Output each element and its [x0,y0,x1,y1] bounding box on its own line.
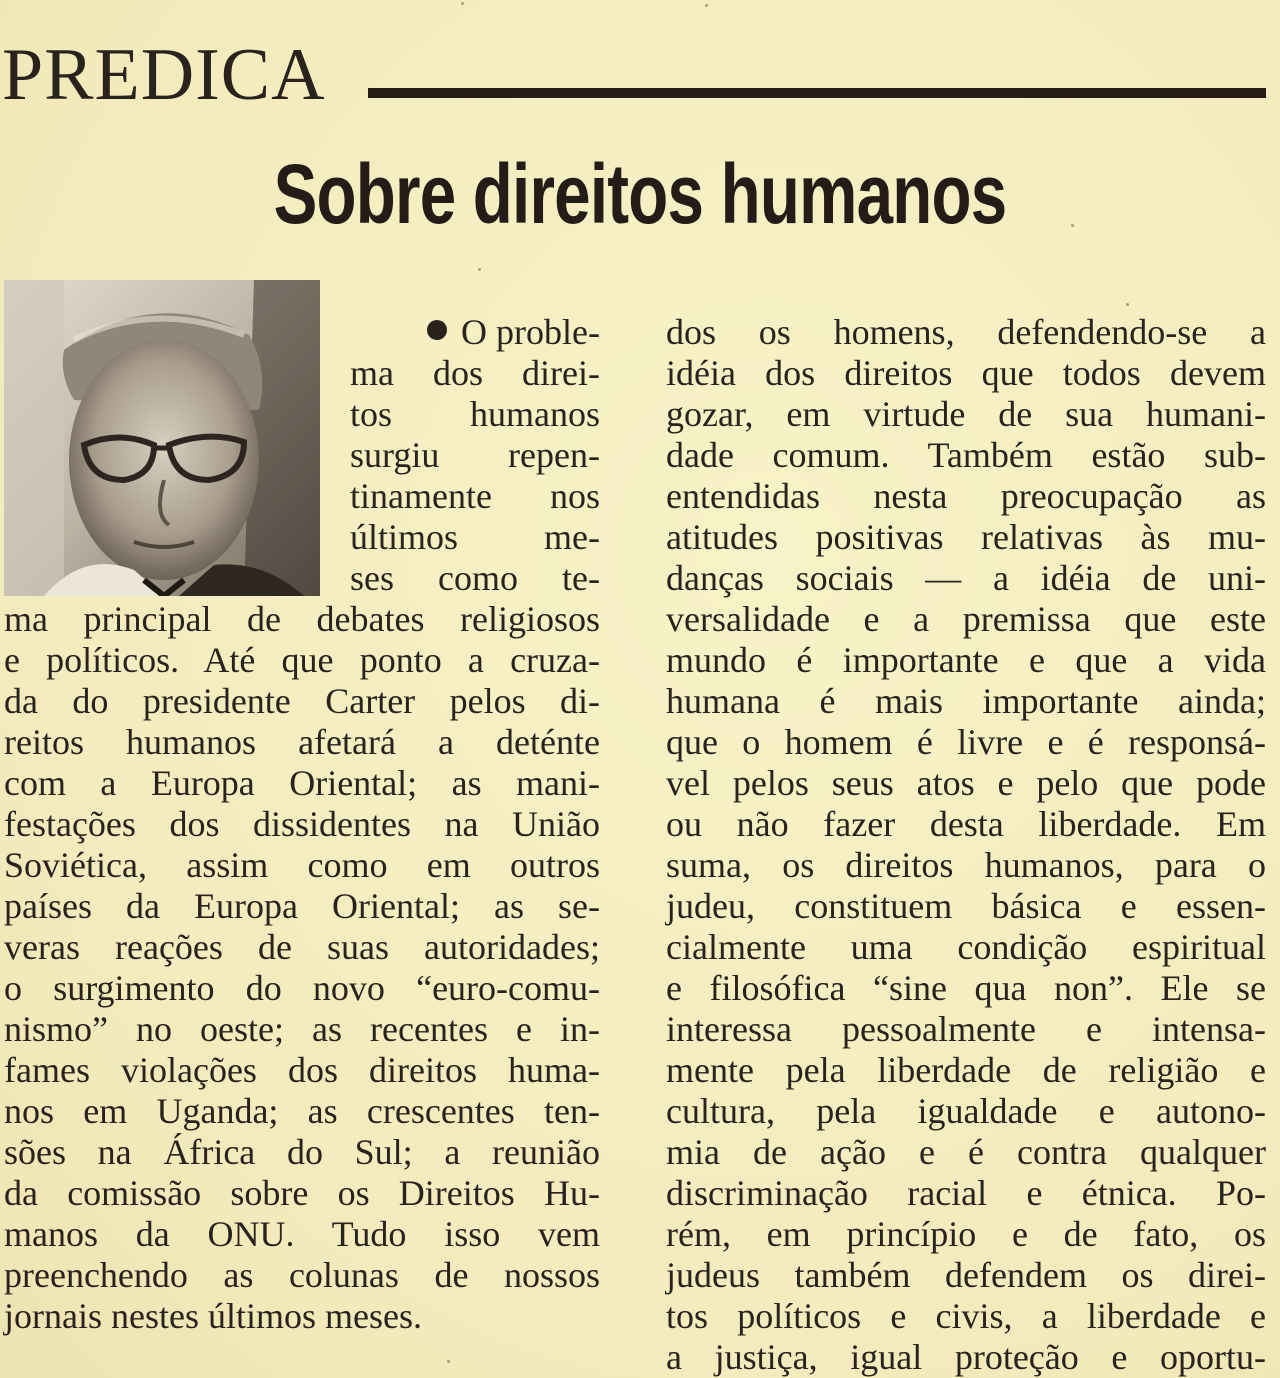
article-line: festações dos dissidentes na União [4,804,600,844]
article-line: sões na África do Sul; a reunião [4,1132,600,1172]
article-line: que o homem é livre e é responsá- [666,722,1266,762]
article-line: surgiu repen- [350,435,600,475]
article-line: cultura, pela igualdade e autono- [666,1091,1266,1131]
article-line: manos da ONU. Tudo isso vem [4,1214,600,1254]
bullet-icon [427,320,447,340]
section-label: PREDICA [2,34,326,116]
article-line: dos os homens, defendendo-se a [666,312,1266,352]
article-line: e políticos. Até que ponto a cruza- [4,640,600,680]
article-line: tos humanos [350,394,600,434]
article-line: O proble- [350,312,600,353]
article-line: nos em Uganda; as crescentes ten- [4,1091,600,1131]
article-line: o surgimento do novo “euro-comu- [4,968,600,1008]
article-line: discriminação racial e étnica. Po- [666,1173,1266,1213]
article-line: da comissão sobre os Direitos Hu- [4,1173,600,1213]
article-line: ma principal de debates religiosos [4,599,600,639]
article-line: rém, em princípio e de fato, os [666,1214,1266,1254]
section-rule [368,88,1266,98]
article-line: suma, os direitos humanos, para o [666,845,1266,885]
article-line: humana é mais importante ainda; [666,681,1266,721]
article-line: dade comum. Também estão sub- [666,435,1266,475]
article-line: idéia dos direitos que todos devem [666,353,1266,393]
article-line: gozar, em virtude de sua humani- [666,394,1266,434]
article-line: Soviética, assim como em outros [4,845,600,885]
article-line: danças sociais — a idéia de uni- [666,558,1266,598]
article-line: ma dos direi- [350,353,600,393]
article-line: preenchendo as colunas de nossos [4,1255,600,1295]
article-line: versalidade e a premissa que este [666,599,1266,639]
article-line: mundo é importante e que a vida [666,640,1266,680]
article-line: judeus também defendem os direi- [666,1255,1266,1295]
article-line: mente pela liberdade de religião e [666,1050,1266,1090]
headline: Sobre direitos humanos [273,147,1007,241]
article-line: e filosófica “sine qua non”. Ele se [666,968,1266,1008]
article-line: tos políticos e civis, a liberdade e [666,1296,1266,1336]
article-line: a justiça, igual proteção e oportu- [666,1337,1266,1377]
article-line: ou não fazer desta liberdade. Em [666,804,1266,844]
article-line: fames violações dos direitos huma- [4,1050,600,1090]
article-line: nismo” no oeste; as recentes e in- [4,1009,600,1049]
article-line: reitos humanos afetará a deténte [4,722,600,762]
article-line: tinamente nos [350,476,600,516]
portrait-photo [4,280,320,596]
article-line: da do presidente Carter pelos di- [4,681,600,721]
article-line: atitudes positivas relativas às mu- [666,517,1266,557]
article-line: entendidas nesta preocupação as [666,476,1266,516]
article-line: com a Europa Oriental; as mani- [4,763,600,803]
article-line: mia de ação e é contra qualquer [666,1132,1266,1172]
article-line: últimos me- [350,517,600,557]
article-line: vel pelos seus atos e pelo que pode [666,763,1266,803]
article-line: jornais nestes últimos meses. [4,1296,422,1336]
article-line: interessa pessoalmente e intensa- [666,1009,1266,1049]
article-line: veras reações de suas autoridades; [4,927,600,967]
article-line: ses como te- [350,558,600,598]
article-line: cialmente uma condição espiritual [666,927,1266,967]
article-line: países da Europa Oriental; as se- [4,886,600,926]
portrait-photo-icon [4,280,320,596]
article-line: judeu, constituem básica e essen- [666,886,1266,926]
